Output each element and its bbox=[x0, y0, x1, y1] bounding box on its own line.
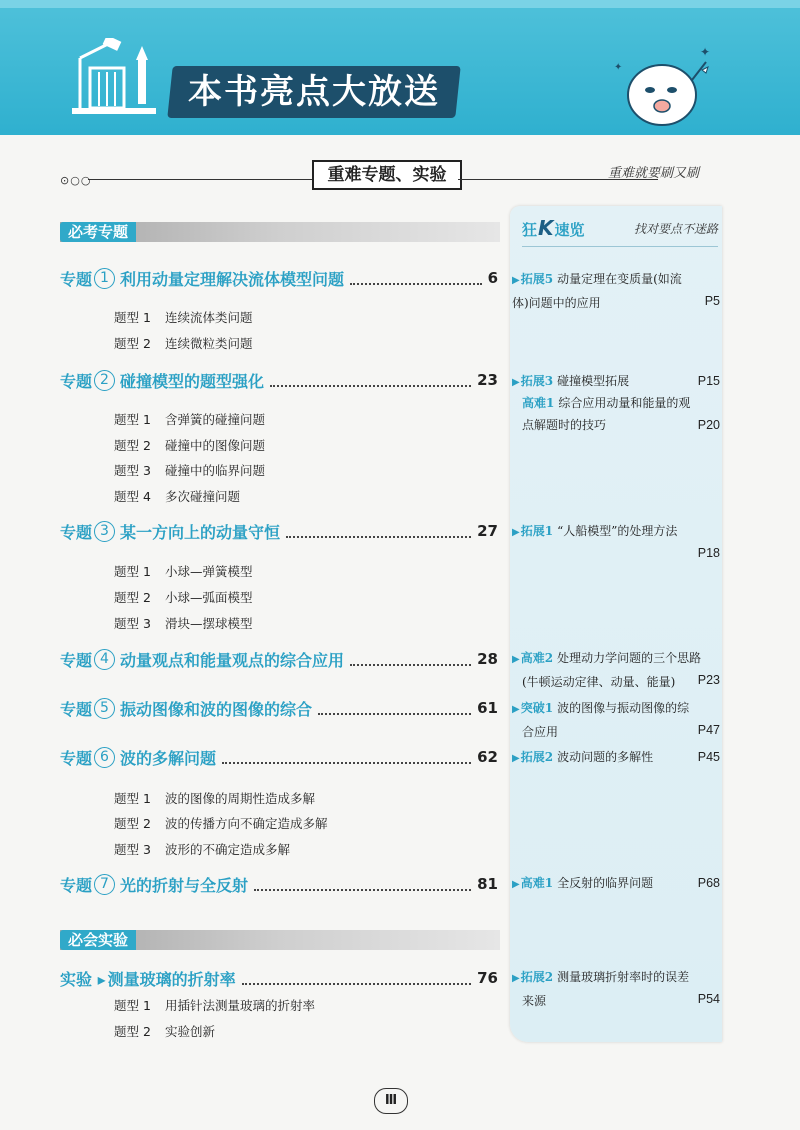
leader-dots bbox=[318, 701, 471, 715]
topic-title: 波的多解问题 bbox=[120, 748, 217, 768]
topic-page: 27 bbox=[477, 522, 498, 540]
note-page: P68 bbox=[697, 876, 720, 890]
subtopic-item[interactable]: 题型 4 多次碰撞问题 bbox=[114, 489, 240, 504]
category-bar-required-topics bbox=[60, 222, 500, 242]
topic-number: 4 bbox=[94, 649, 115, 670]
note-page: P20 bbox=[697, 418, 720, 432]
topic-number: 7 bbox=[94, 874, 115, 895]
leader-dots bbox=[350, 271, 482, 285]
top-banner bbox=[0, 0, 800, 135]
subtopic-item[interactable]: 题型 3 碰撞中的临界问题 bbox=[114, 463, 265, 478]
topic-prefix: 专题 bbox=[60, 699, 93, 719]
lamp-building-icon bbox=[68, 38, 158, 118]
leader-dots bbox=[242, 971, 472, 985]
note-page: P45 bbox=[697, 750, 720, 764]
arrow-icon: ▶ bbox=[512, 377, 520, 388]
section-header bbox=[60, 160, 720, 186]
arrow-icon: ▶ bbox=[512, 275, 520, 286]
sidebar-note[interactable]: ▶拓展5 动量定理在变质量(如流 体)问题中的应用 P5 bbox=[512, 272, 720, 310]
topic-title: 动量观点和能量观点的综合应用 bbox=[120, 650, 345, 670]
category-bar-required-experiments bbox=[60, 930, 500, 950]
sidebar-divider bbox=[522, 246, 718, 247]
banner-title: 本书亮点大放送 bbox=[167, 66, 460, 118]
topic-title: 光的折射与全反射 bbox=[120, 875, 249, 895]
topic-entry-4[interactable] bbox=[60, 647, 498, 671]
experiment-title: 测量玻璃的折射率 bbox=[107, 969, 236, 989]
category-label: 必考专题 bbox=[60, 222, 136, 242]
sidebar-note[interactable]: ▶拓展1 “人船模型”的处理方法 P18 bbox=[512, 520, 722, 564]
section-slogan: 重难就要刷又刷 bbox=[608, 166, 700, 181]
category-label: 必会实验 bbox=[60, 930, 136, 950]
topic-title: 振动图像和波的图像的综合 bbox=[120, 699, 313, 719]
topic-page: 62 bbox=[477, 748, 498, 766]
banner-stripe bbox=[0, 0, 800, 8]
topic-entry-6[interactable] bbox=[60, 745, 498, 769]
topic-page: 23 bbox=[477, 371, 498, 389]
topic-number: 3 bbox=[94, 521, 115, 542]
arrow-icon: ▶ bbox=[512, 654, 520, 665]
topic-prefix: 专题 bbox=[60, 371, 93, 391]
sidebar-note[interactable]: ▶突破1 波的图像与振动图像的综 合应用 P47 bbox=[512, 701, 720, 739]
topic-number: 5 bbox=[94, 698, 115, 719]
note-page: P15 bbox=[697, 374, 720, 388]
note-page: P47 bbox=[697, 723, 720, 737]
subtopic-item[interactable]: 题型 1 含弹簧的碰撞问题 bbox=[114, 412, 265, 427]
sidebar-note[interactable]: ▶高难2 处理动力学问题的三个思路 (牛顿运动定律、动量、能量) P23 bbox=[512, 651, 720, 689]
topic-entry-7[interactable] bbox=[60, 872, 498, 896]
page-number: Ⅲ bbox=[374, 1088, 408, 1114]
arrow-icon: ▶ bbox=[512, 879, 520, 890]
note-page: P18 bbox=[697, 546, 720, 560]
sidebar-note[interactable]: 高难1 综合应用动量和能量的观 点解题时的技巧 P20 bbox=[512, 392, 722, 436]
svg-text:✦: ✦ bbox=[700, 45, 711, 59]
topic-prefix: 专题 bbox=[60, 875, 93, 895]
topic-title: 碰撞模型的题型强化 bbox=[120, 371, 265, 391]
subtopic-item[interactable]: 题型 1 小球—弹簧模型 bbox=[114, 564, 253, 579]
note-page: P54 bbox=[697, 992, 720, 1006]
topic-entry-5[interactable] bbox=[60, 696, 498, 720]
arrow-icon: ▶ bbox=[512, 704, 520, 715]
circles-decoration-icon: ⊙○○ bbox=[60, 174, 92, 187]
sidebar-note[interactable]: ▶拓展3 碰撞模型拓展 P15 bbox=[512, 370, 722, 392]
leader-dots bbox=[270, 373, 471, 387]
arrow-icon: ▶ bbox=[512, 527, 520, 538]
mascot-icon bbox=[610, 40, 720, 135]
leader-dots bbox=[222, 750, 471, 764]
experiment-entry[interactable] bbox=[60, 966, 498, 990]
svg-text:✦: ✦ bbox=[614, 62, 623, 73]
subtopic-item[interactable]: 题型 2 连续微粒类问题 bbox=[114, 336, 253, 351]
subtopic-item[interactable]: 题型 1 连续流体类问题 bbox=[114, 310, 253, 325]
topic-prefix: 专题 bbox=[60, 269, 93, 289]
topic-page: 81 bbox=[477, 875, 498, 893]
subtopic-item[interactable]: 题型 2 波的传播方向不确定造成多解 bbox=[114, 816, 328, 831]
arrow-icon: ▶ bbox=[512, 973, 520, 984]
topic-page: 61 bbox=[477, 699, 498, 717]
topic-number: 1 bbox=[94, 268, 115, 289]
topic-prefix: 专题 bbox=[60, 650, 93, 670]
experiment-prefix: 实验 ▸ bbox=[60, 969, 106, 989]
topic-title: 利用动量定理解决流体模型问题 bbox=[120, 269, 345, 289]
note-page: P23 bbox=[697, 673, 720, 687]
subtopic-item[interactable]: 题型 1 用插针法测量玻璃的折射率 bbox=[114, 998, 315, 1013]
topic-entry-2[interactable] bbox=[60, 368, 498, 392]
leader-dots bbox=[286, 524, 471, 538]
topic-entry-1[interactable] bbox=[60, 266, 498, 290]
subtopic-item[interactable]: 题型 2 实验创新 bbox=[114, 1024, 215, 1039]
leader-dots bbox=[350, 652, 471, 666]
topic-number: 2 bbox=[94, 370, 115, 391]
sidebar-subtitle: 找对要点不迷路 bbox=[633, 222, 718, 236]
topic-prefix: 专题 bbox=[60, 522, 93, 542]
topic-page: 6 bbox=[487, 269, 498, 287]
section-title: 重难专题、实验 bbox=[312, 160, 462, 190]
quick-view-sidebar bbox=[510, 206, 722, 1042]
arrow-icon: ▶ bbox=[512, 753, 520, 764]
topic-entry-3[interactable] bbox=[60, 519, 498, 543]
topic-page: 28 bbox=[477, 650, 498, 668]
sidebar-note[interactable]: ▶拓展2 波动问题的多解性 P45 bbox=[512, 746, 722, 768]
subtopic-item[interactable]: 题型 1 波的图像的周期性造成多解 bbox=[114, 791, 315, 806]
experiment-page: 76 bbox=[477, 969, 498, 987]
subtopic-item[interactable]: 题型 3 滑块—摆球模型 bbox=[114, 616, 253, 631]
topic-title: 某一方向上的动量守恒 bbox=[120, 522, 281, 542]
leader-dots bbox=[254, 877, 471, 891]
sidebar-title: 狂K速览 bbox=[522, 216, 585, 240]
subtopic-item[interactable]: 题型 3 波形的不确定造成多解 bbox=[114, 842, 290, 857]
topic-prefix: 专题 bbox=[60, 748, 93, 768]
subtopic-item[interactable]: 题型 2 碰撞中的图像问题 bbox=[114, 438, 265, 453]
topic-number: 6 bbox=[94, 747, 115, 768]
sidebar-note[interactable]: ▶高难1 全反射的临界问题 P68 bbox=[512, 872, 722, 894]
subtopic-item[interactable]: 题型 2 小球—弧面模型 bbox=[114, 590, 253, 605]
note-page: P5 bbox=[704, 294, 720, 308]
sidebar-note[interactable]: ▶拓展2 测量玻璃折射率时的误差 来源 P54 bbox=[512, 970, 720, 1008]
